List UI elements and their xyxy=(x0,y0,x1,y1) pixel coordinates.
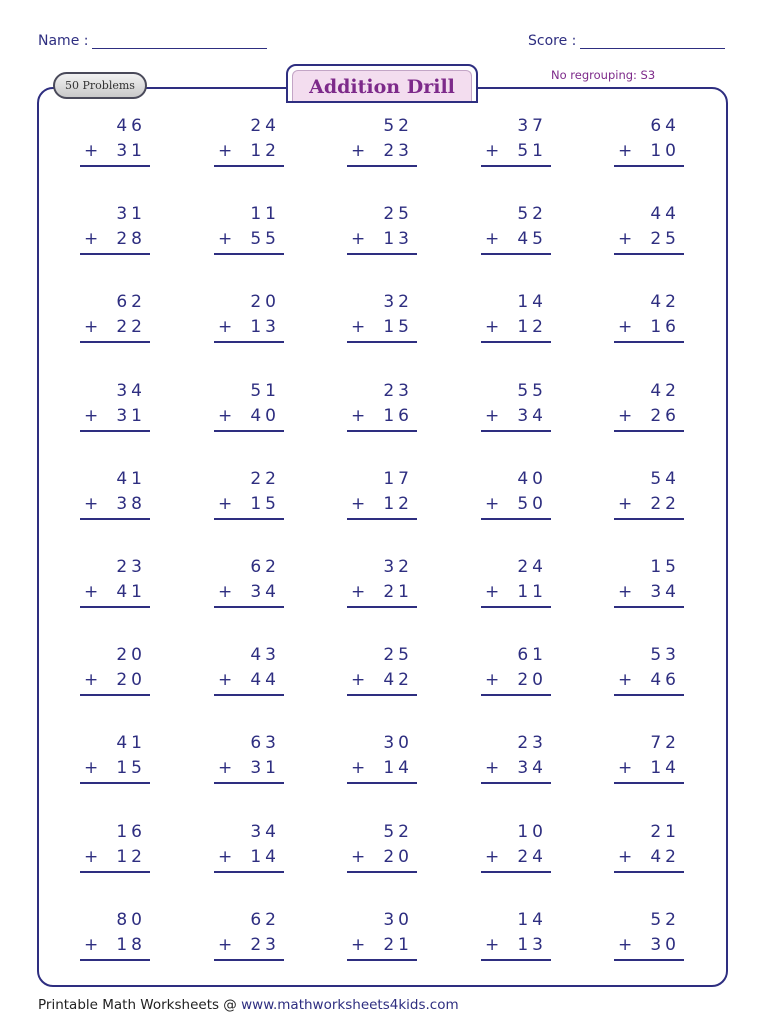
answer-line[interactable] xyxy=(614,518,684,520)
answer-line[interactable] xyxy=(481,165,551,167)
plus-sign: + xyxy=(84,493,99,514)
plus-sign: + xyxy=(485,934,500,955)
addend-bottom: 55 xyxy=(250,229,280,250)
addition-problem xyxy=(481,116,551,168)
answer-line[interactable] xyxy=(80,430,150,432)
addend-bottom: 21 xyxy=(383,582,413,602)
plus-sign: + xyxy=(618,141,633,161)
plus-sign: + xyxy=(618,758,633,779)
addend-top: 20 xyxy=(250,292,280,313)
addend-bottom: 20 xyxy=(517,670,547,691)
addend-top: 42 xyxy=(650,380,680,401)
addition-problem xyxy=(614,557,684,609)
addend-top: 15 xyxy=(650,557,680,577)
answer-line[interactable] xyxy=(214,165,284,167)
addition-problem xyxy=(80,557,150,609)
answer-line[interactable] xyxy=(214,606,284,608)
addend-top: 14 xyxy=(517,909,547,930)
addend-top: 55 xyxy=(517,380,547,401)
answer-line[interactable] xyxy=(214,959,284,961)
plus-sign: + xyxy=(618,405,633,426)
addend-bottom: 12 xyxy=(250,141,280,161)
answer-line[interactable] xyxy=(347,782,417,784)
addition-problem xyxy=(614,822,684,874)
addend-bottom: 14 xyxy=(650,758,680,779)
addend-bottom: 15 xyxy=(116,758,146,779)
plus-sign: + xyxy=(351,582,366,602)
score-label: Score : xyxy=(528,33,577,49)
plus-sign: + xyxy=(485,493,500,514)
plus-sign: + xyxy=(218,229,233,250)
plus-sign: + xyxy=(351,229,366,250)
addend-top: 52 xyxy=(383,116,413,136)
addend-top: 54 xyxy=(650,468,680,489)
plus-sign: + xyxy=(351,141,366,161)
addition-problem xyxy=(614,645,684,697)
addition-problem xyxy=(481,469,551,521)
addition-problem xyxy=(481,204,551,256)
plus-sign: + xyxy=(485,846,500,867)
addend-top: 16 xyxy=(116,821,146,842)
addend-top: 23 xyxy=(383,380,413,401)
addition-problem xyxy=(214,557,284,609)
answer-line[interactable] xyxy=(347,871,417,873)
plus-sign: + xyxy=(485,229,500,250)
addition-problem xyxy=(347,910,417,962)
addend-bottom: 18 xyxy=(116,934,146,955)
addition-problem xyxy=(614,733,684,785)
addition-problem xyxy=(214,733,284,785)
addend-top: 62 xyxy=(250,909,280,930)
plus-sign: + xyxy=(618,229,633,250)
addition-problem xyxy=(214,116,284,168)
addend-top: 25 xyxy=(383,645,413,666)
addition-problem xyxy=(481,292,551,344)
addition-problem xyxy=(481,822,551,874)
addend-bottom: 23 xyxy=(250,934,280,955)
addend-top: 21 xyxy=(650,821,680,842)
answer-line[interactable] xyxy=(614,694,684,696)
worksheet-subtitle: No regrouping: S3 xyxy=(551,68,656,82)
addend-top: 62 xyxy=(250,557,280,577)
answer-line[interactable] xyxy=(347,430,417,432)
answer-line[interactable] xyxy=(80,694,150,696)
addend-bottom: 42 xyxy=(650,846,680,867)
answer-line[interactable] xyxy=(347,959,417,961)
addend-bottom: 34 xyxy=(650,582,680,602)
addend-top: 51 xyxy=(250,380,280,401)
addend-bottom: 44 xyxy=(250,670,280,691)
answer-line[interactable] xyxy=(80,341,150,343)
addend-bottom: 26 xyxy=(650,405,680,426)
addition-problem xyxy=(347,822,417,874)
addition-problem xyxy=(347,645,417,697)
plus-sign: + xyxy=(618,934,633,955)
plus-sign: + xyxy=(218,493,233,514)
answer-line[interactable] xyxy=(80,606,150,608)
answer-line[interactable] xyxy=(80,959,150,961)
worksheet-title: Addition Drill xyxy=(292,70,472,101)
addend-bottom: 34 xyxy=(517,758,547,779)
answer-line[interactable] xyxy=(614,341,684,343)
answer-line[interactable] xyxy=(481,430,551,432)
addend-top: 34 xyxy=(116,380,146,401)
addend-bottom: 24 xyxy=(517,846,547,867)
answer-line[interactable] xyxy=(214,694,284,696)
addend-bottom: 11 xyxy=(517,582,547,602)
addend-bottom: 20 xyxy=(383,846,413,867)
addition-problem xyxy=(347,469,417,521)
addition-problem xyxy=(614,292,684,344)
answer-line[interactable] xyxy=(347,341,417,343)
addition-problem xyxy=(80,381,150,433)
addition-problem xyxy=(614,204,684,256)
addition-problem xyxy=(80,910,150,962)
addend-bottom: 13 xyxy=(250,317,280,338)
plus-sign: + xyxy=(618,670,633,691)
addend-top: 46 xyxy=(116,116,146,136)
addend-bottom: 46 xyxy=(650,670,680,691)
answer-line[interactable] xyxy=(347,606,417,608)
addition-problem xyxy=(347,733,417,785)
answer-line[interactable] xyxy=(214,782,284,784)
addition-problem xyxy=(347,381,417,433)
addend-top: 31 xyxy=(116,204,146,225)
plus-sign: + xyxy=(84,670,99,691)
addition-problem xyxy=(80,645,150,697)
addend-top: 24 xyxy=(250,116,280,136)
plus-sign: + xyxy=(218,141,233,161)
addend-bottom: 15 xyxy=(250,493,280,514)
addend-top: 24 xyxy=(517,557,547,577)
answer-line[interactable] xyxy=(347,165,417,167)
plus-sign: + xyxy=(618,582,633,602)
addend-bottom: 31 xyxy=(116,141,146,161)
plus-sign: + xyxy=(351,934,366,955)
addend-bottom: 16 xyxy=(383,405,413,426)
plus-sign: + xyxy=(84,934,99,955)
addend-top: 34 xyxy=(250,821,280,842)
footer xyxy=(38,997,459,1013)
addition-problem xyxy=(80,733,150,785)
addend-bottom: 14 xyxy=(383,758,413,779)
addend-top: 80 xyxy=(116,909,146,930)
addend-top: 25 xyxy=(383,204,413,225)
addend-top: 14 xyxy=(517,292,547,313)
plus-sign: + xyxy=(218,670,233,691)
answer-line[interactable] xyxy=(614,430,684,432)
addition-problem xyxy=(214,204,284,256)
addition-problem xyxy=(481,381,551,433)
addend-top: 41 xyxy=(116,733,146,754)
addend-bottom: 28 xyxy=(116,229,146,250)
plus-sign: + xyxy=(218,317,233,338)
footer-prefix: Printable Math Worksheets @ xyxy=(38,997,242,1013)
addition-problem xyxy=(481,557,551,609)
addend-bottom: 34 xyxy=(517,405,547,426)
addend-top: 52 xyxy=(517,204,547,225)
answer-line[interactable] xyxy=(347,694,417,696)
addition-problem xyxy=(80,292,150,344)
answer-line[interactable] xyxy=(481,518,551,520)
answer-line[interactable] xyxy=(214,430,284,432)
addition-problem xyxy=(347,557,417,609)
plus-sign: + xyxy=(351,317,366,338)
addition-problem xyxy=(481,645,551,697)
answer-line[interactable] xyxy=(481,782,551,784)
addition-problem xyxy=(614,116,684,168)
addend-top: 11 xyxy=(250,204,280,225)
addition-problem xyxy=(214,381,284,433)
answer-line[interactable] xyxy=(481,253,551,255)
addend-bottom: 13 xyxy=(517,934,547,955)
addition-problem xyxy=(214,292,284,344)
answer-line[interactable] xyxy=(481,341,551,343)
addend-top: 37 xyxy=(517,116,547,136)
addition-problem xyxy=(614,910,684,962)
plus-sign: + xyxy=(84,141,99,161)
plus-sign: + xyxy=(351,758,366,779)
addition-problem xyxy=(80,204,150,256)
plus-sign: + xyxy=(618,493,633,514)
addend-top: 30 xyxy=(383,909,413,930)
plus-sign: + xyxy=(218,405,233,426)
plus-sign: + xyxy=(84,405,99,426)
answer-line[interactable] xyxy=(347,518,417,520)
addend-bottom: 16 xyxy=(650,317,680,338)
addend-bottom: 41 xyxy=(116,582,146,602)
answer-line[interactable] xyxy=(614,253,684,255)
answer-line[interactable] xyxy=(214,341,284,343)
addend-top: 61 xyxy=(517,645,547,666)
plus-sign: + xyxy=(618,317,633,338)
addend-top: 63 xyxy=(250,733,280,754)
plus-sign: + xyxy=(218,758,233,779)
answer-line[interactable] xyxy=(614,959,684,961)
addend-top: 23 xyxy=(116,557,146,577)
addend-bottom: 50 xyxy=(517,493,547,514)
answer-line[interactable] xyxy=(80,782,150,784)
addend-top: 32 xyxy=(383,292,413,313)
answer-line[interactable] xyxy=(614,782,684,784)
addend-top: 20 xyxy=(116,645,146,666)
addend-bottom: 30 xyxy=(650,934,680,955)
addend-bottom: 34 xyxy=(250,582,280,602)
answer-line[interactable] xyxy=(481,694,551,696)
addition-problem xyxy=(80,469,150,521)
answer-line[interactable] xyxy=(80,253,150,255)
answer-line[interactable] xyxy=(614,871,684,873)
plus-sign: + xyxy=(218,582,233,602)
addend-top: 41 xyxy=(116,468,146,489)
addend-bottom: 14 xyxy=(250,846,280,867)
addend-bottom: 12 xyxy=(517,317,547,338)
addend-bottom: 31 xyxy=(116,405,146,426)
addend-bottom: 42 xyxy=(383,670,413,691)
plus-sign: + xyxy=(218,846,233,867)
addend-bottom: 38 xyxy=(116,493,146,514)
addition-problem xyxy=(347,116,417,168)
addend-bottom: 15 xyxy=(383,317,413,338)
plus-sign: + xyxy=(84,229,99,250)
name-label: Name : xyxy=(38,33,89,49)
answer-line[interactable] xyxy=(80,518,150,520)
plus-sign: + xyxy=(618,846,633,867)
answer-line[interactable] xyxy=(80,165,150,167)
addend-bottom: 45 xyxy=(517,229,547,250)
plus-sign: + xyxy=(84,846,99,867)
answer-line[interactable] xyxy=(614,165,684,167)
answer-line[interactable] xyxy=(614,606,684,608)
answer-line[interactable] xyxy=(347,253,417,255)
addend-top: 53 xyxy=(650,645,680,666)
addition-problem xyxy=(614,469,684,521)
plus-sign: + xyxy=(351,670,366,691)
addend-bottom: 12 xyxy=(116,846,146,867)
addition-problem xyxy=(80,116,150,168)
addend-top: 32 xyxy=(383,557,413,577)
answer-line[interactable] xyxy=(481,871,551,873)
addend-top: 23 xyxy=(517,733,547,754)
answer-line[interactable] xyxy=(214,871,284,873)
addend-bottom: 31 xyxy=(250,758,280,779)
addend-bottom: 10 xyxy=(650,141,680,161)
plus-sign: + xyxy=(84,582,99,602)
plus-sign: + xyxy=(351,493,366,514)
addition-problem xyxy=(214,469,284,521)
plus-sign: + xyxy=(84,317,99,338)
addend-top: 17 xyxy=(383,468,413,489)
addend-bottom: 12 xyxy=(383,493,413,514)
answer-line[interactable] xyxy=(214,518,284,520)
addend-top: 22 xyxy=(250,468,280,489)
plus-sign: + xyxy=(485,317,500,338)
addend-top: 42 xyxy=(650,292,680,313)
plus-sign: + xyxy=(485,582,500,602)
addition-problem xyxy=(214,910,284,962)
plus-sign: + xyxy=(485,405,500,426)
addend-top: 52 xyxy=(650,909,680,930)
addition-problem xyxy=(481,910,551,962)
addend-bottom: 20 xyxy=(116,670,146,691)
addition-problem xyxy=(214,822,284,874)
plus-sign: + xyxy=(84,758,99,779)
plus-sign: + xyxy=(351,405,366,426)
addend-bottom: 51 xyxy=(517,141,547,161)
addend-top: 30 xyxy=(383,733,413,754)
problem-count-badge: 50 Problems xyxy=(53,72,147,99)
addend-top: 40 xyxy=(517,468,547,489)
addend-top: 64 xyxy=(650,116,680,136)
answer-line[interactable] xyxy=(214,253,284,255)
addend-top: 10 xyxy=(517,821,547,842)
addition-problem xyxy=(347,292,417,344)
addition-problem xyxy=(80,822,150,874)
addition-problem xyxy=(481,733,551,785)
answer-line[interactable] xyxy=(481,606,551,608)
addend-top: 62 xyxy=(116,292,146,313)
answer-line[interactable] xyxy=(80,871,150,873)
plus-sign: + xyxy=(351,846,366,867)
plus-sign: + xyxy=(485,141,500,161)
addition-problem xyxy=(214,645,284,697)
addend-bottom: 23 xyxy=(383,141,413,161)
addend-bottom: 22 xyxy=(650,493,680,514)
addend-bottom: 13 xyxy=(383,229,413,250)
addend-top: 72 xyxy=(650,733,680,754)
plus-sign: + xyxy=(218,934,233,955)
addend-top: 44 xyxy=(650,204,680,225)
plus-sign: + xyxy=(485,670,500,691)
footer-url: www.mathworksheets4kids.com xyxy=(241,997,459,1013)
addend-bottom: 40 xyxy=(250,405,280,426)
addition-problem xyxy=(347,204,417,256)
addend-top: 43 xyxy=(250,645,280,666)
addition-problem xyxy=(614,381,684,433)
addend-bottom: 21 xyxy=(383,934,413,955)
addend-bottom: 22 xyxy=(116,317,146,338)
answer-line[interactable] xyxy=(481,959,551,961)
addend-top: 52 xyxy=(383,821,413,842)
addend-bottom: 25 xyxy=(650,229,680,250)
plus-sign: + xyxy=(485,758,500,779)
